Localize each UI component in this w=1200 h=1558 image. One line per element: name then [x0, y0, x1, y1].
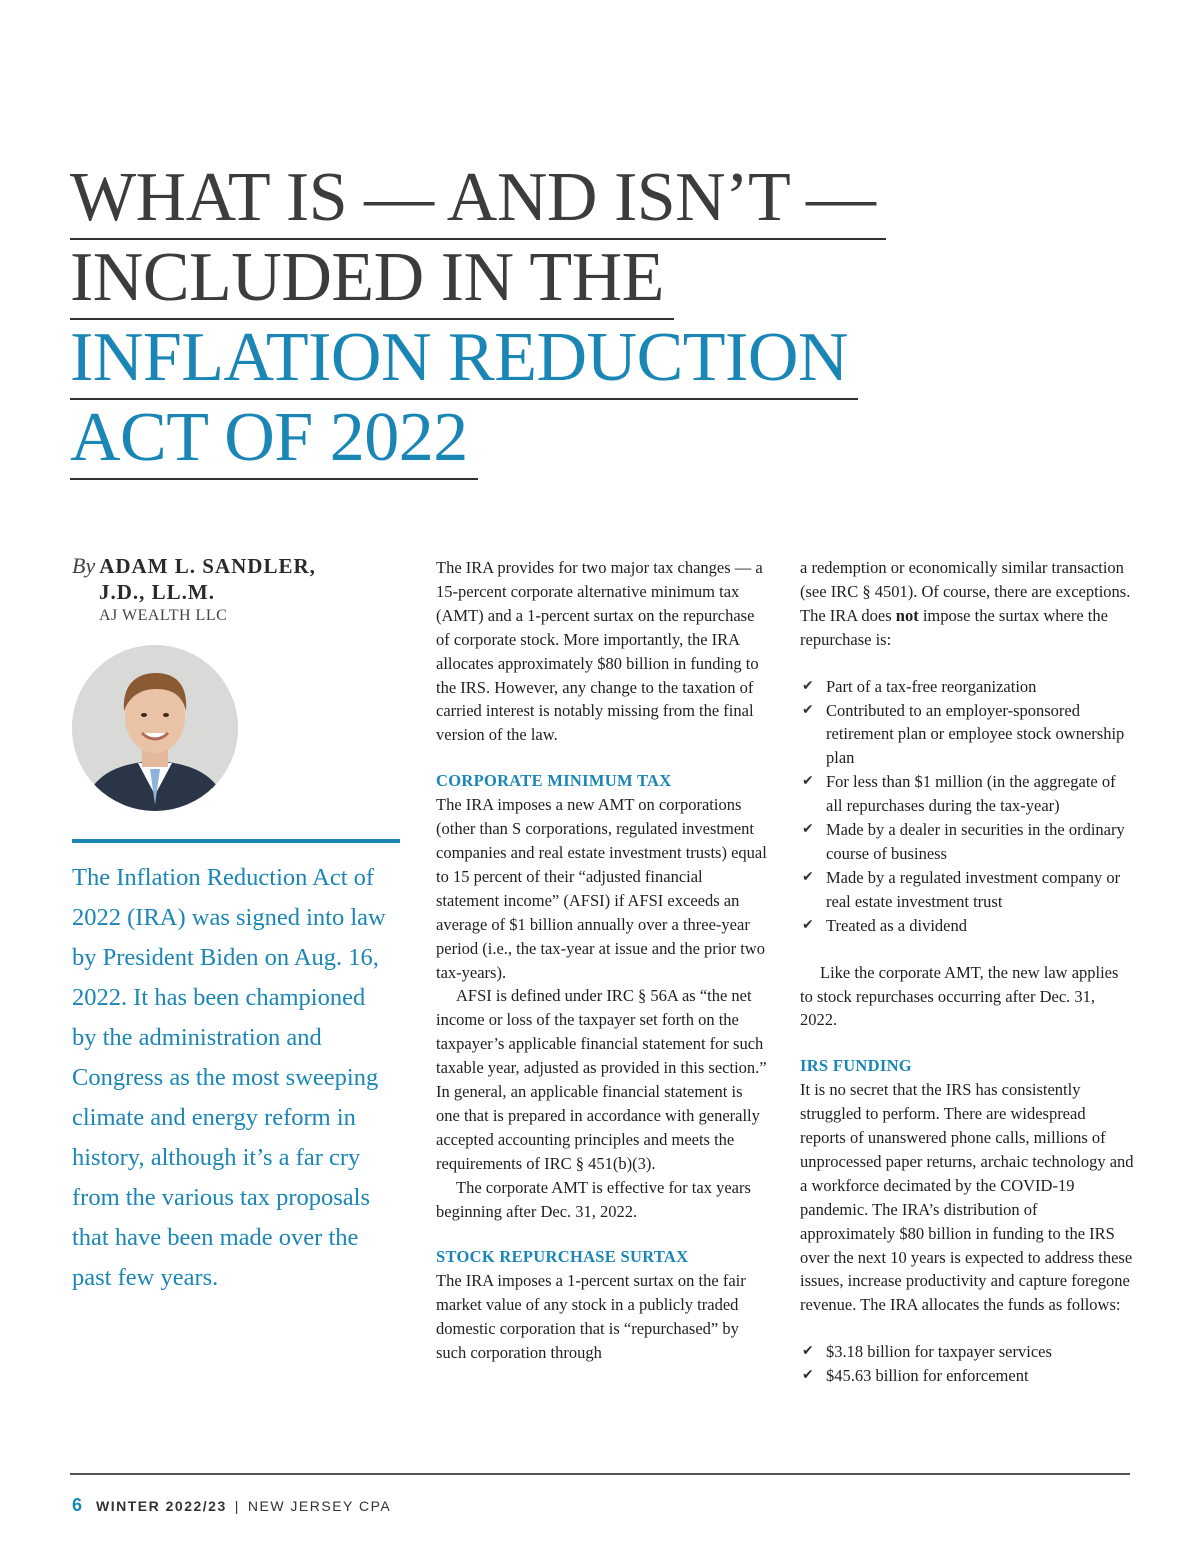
article-column-3: [800, 556, 1135, 1388]
author-photo: [72, 645, 238, 811]
footer-separator: |: [234, 1498, 240, 1514]
paragraph: The IRA imposes a 1-percent surtax on the fair market value of any stock in a publicly traded domestic corporation that is “repurchased” by such corporation through: [436, 1271, 746, 1363]
pull-quote: The Inflation Reduction Act of 2022 (IRA) was signed into law by President Biden on Aug. 16, 2022. It has been championed by the administration and Congress as the most sweeping climate and energy reform in history, although it’s a far cry from the various tax proposals that have been made over the past few years.: [72, 864, 386, 1291]
pullquote-rule: [72, 839, 400, 843]
list-item: ✔ Made by a regulated investment company or real estate investment trust: [802, 867, 1121, 911]
check-icon: ✔: [802, 1367, 814, 1384]
intro-paragraph: The IRA provides for two major tax changes — a 15-percent corporate alternative minimum tax (AMT) and a 1-percent surtax on the repurchase of corporate stock. More importantly, the IRA allocates approximately $80 billion in funding to the IRS. However, any change to the taxation of carried interest is notably missing from the final version of the law.: [436, 558, 763, 745]
paragraph: [800, 556, 1135, 652]
footer-rule: [70, 1473, 1130, 1475]
title-line-2: INCLUDED IN THE: [70, 238, 674, 320]
section-heading-irs-funding: IRS FUNDING: [800, 1056, 912, 1076]
emphasis: not: [895, 605, 919, 625]
list-item: ✔ $3.18 billion for taxpayer services: [800, 1340, 1135, 1364]
title-line-4: ACT OF 2022: [70, 398, 478, 480]
section-heading-corporate-minimum-tax: CORPORATE MINIMUM TAX: [436, 771, 672, 791]
check-icon: ✔: [802, 773, 814, 790]
page-footer: [72, 1495, 391, 1516]
text-span: a redemption or economically similar transaction (see IRC § 4501). Of course, there are exceptions. The IRA does: [800, 558, 1131, 625]
list-item: ✔ Part of a tax-free reorganization: [800, 675, 1135, 699]
title-line-3: INFLATION REDUCTION: [70, 318, 858, 400]
issue-label: WINTER 2022/23: [96, 1498, 227, 1514]
list-item: ✔ For less than $1 million (in the aggregate of all repurchases during the tax-year): [802, 772, 1116, 816]
title-line-1: WHAT IS — AND ISN’T —: [70, 158, 886, 240]
author-firm: AJ WEALTH LLC: [99, 607, 228, 624]
text-span: impose the surtax where the repurchase is:: [800, 605, 1108, 649]
paragraph: The IRA imposes a new AMT on corporations (other than S corporations, regulated investment companies and real estate investment trusts) equal to 15 percent of their “adjusted financial statement income” (AFSI) if AFSI exceeds an average of $1 billion annually over a three-year period (i.e., the tax-year at issue and the prior two tax-years).: [436, 795, 767, 982]
list-item: ✔ Treated as a dividend: [800, 914, 1135, 938]
check-icon: ✔: [802, 677, 814, 694]
check-icon: ✔: [802, 821, 814, 838]
paragraph: Like the corporate AMT, the new law applies to stock repurchases occurring after Dec. 31, 2022.: [800, 962, 1119, 1030]
by-label: By: [72, 553, 96, 578]
check-icon: ✔: [802, 1343, 814, 1360]
list-item: ✔ $45.63 billion for enforcement: [800, 1364, 1135, 1388]
paragraph: AFSI is defined under IRC § 56A as “the net income or loss of the taxpayer set forth on the taxpayer’s applicable financial statement for such taxable year, adjusted as provided in this section.” In general, an applicable financial statement is one that is prepared in accordance with generally accepted accounting principles and meets the requirements of IRC § 451(b)(3).: [436, 986, 767, 1173]
publication-name: NEW JERSEY CPA: [247, 1498, 392, 1514]
list-item: ✔ Made by a dealer in securities in the ordinary course of business: [802, 820, 1125, 863]
article-title: [70, 158, 886, 478]
author-portrait-icon: [72, 645, 238, 811]
author-credentials: J.D., LL.M.: [99, 580, 215, 604]
page-number: 6: [72, 1495, 83, 1515]
exceptions-list: [800, 675, 1135, 938]
check-icon: ✔: [802, 916, 814, 933]
paragraph: The corporate AMT is effective for tax years beginning after Dec. 31, 2022.: [436, 1177, 751, 1221]
funding-list: [800, 1340, 1135, 1388]
section-heading-stock-repurchase-surtax: STOCK REPURCHASE SURTAX: [436, 1247, 689, 1267]
list-item: ✔ Contributed to an employer-sponsored retirement plan or employee stock ownership plan: [802, 700, 1125, 768]
article-column-2: [436, 556, 768, 1365]
paragraph: It is no secret that the IRS has consistently struggled to perform. There are widespread reports of unanswered phone calls, millions of unprocessed paper returns, archaic technology and a workforce decimated by the COVID-19 pandemic. The IRA’s distribution of approximately $80 billion in funding to the IRS over the next 10 years is expected to address these issues, increase productivity and capture foregone revenue. The IRA allocates the funds as follows:: [800, 1080, 1134, 1315]
byline: [72, 553, 316, 627]
check-icon: ✔: [802, 701, 814, 718]
author-name: ADAM L. SANDLER,: [99, 554, 316, 578]
check-icon: ✔: [802, 868, 814, 885]
